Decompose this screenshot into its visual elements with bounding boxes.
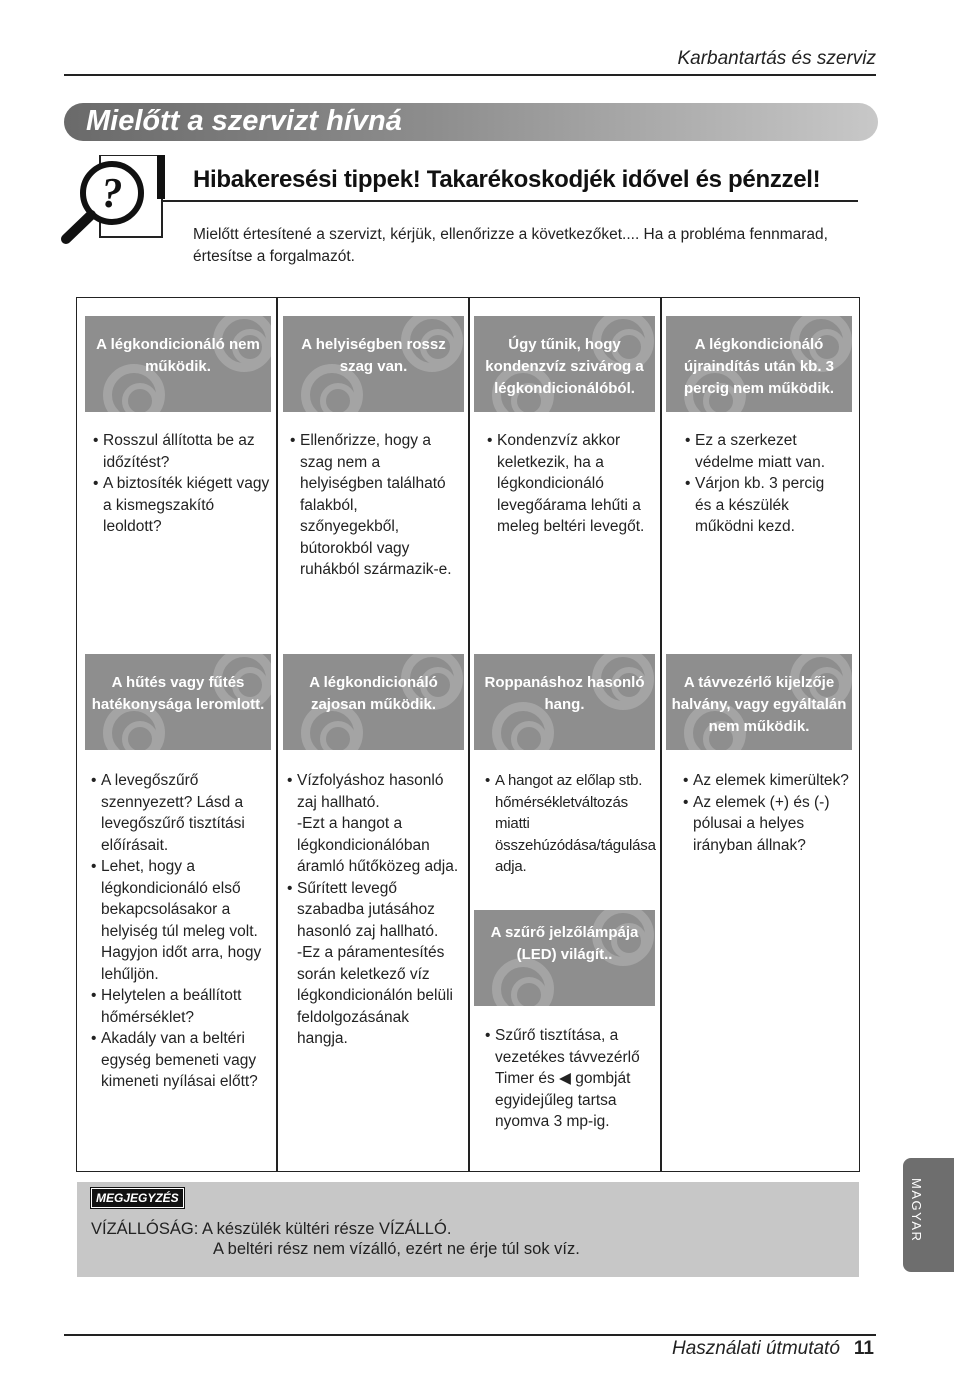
note-line: A beltéri rész nem vízálló, ezért ne érje túl sok víz. bbox=[213, 1240, 580, 1258]
problem-box bbox=[85, 316, 271, 412]
list-item: nyomva 3 mp-ig. bbox=[495, 1113, 610, 1130]
troubleshooting-grid bbox=[76, 297, 860, 1172]
problem-title: Roppanáshoz hasonló hang. bbox=[484, 674, 645, 713]
list-item: -Ez a páramentesítés során keletkező víz légkondicionálón belüli feldolgozásának hangja. bbox=[297, 944, 453, 1047]
column-divider bbox=[660, 298, 662, 1171]
check-list bbox=[487, 430, 655, 538]
problem-box bbox=[85, 654, 271, 750]
note-box bbox=[77, 1182, 859, 1277]
list-item: • Helytelen a beállított hőmérséklet? bbox=[91, 985, 271, 1028]
footer bbox=[672, 1338, 874, 1360]
problem-box bbox=[474, 316, 655, 412]
list-item: • Az elemek kimerültek? bbox=[683, 770, 857, 792]
list-item: • Ez a szerkezet védelme miatt van. bbox=[685, 430, 835, 473]
check-list bbox=[93, 430, 271, 538]
check-list bbox=[290, 430, 460, 581]
check-list bbox=[91, 770, 271, 1093]
check-list bbox=[485, 1025, 657, 1133]
check-list bbox=[287, 770, 463, 1050]
problem-box bbox=[283, 654, 464, 750]
problem-title: A légkondicionáló zajosan működik. bbox=[309, 674, 438, 713]
list-item: • A biztosíték kiégett vagy a kismegszakító leoldott? bbox=[93, 473, 271, 538]
problem-title: A szűrő jelzőlámpája (LED) világít.. bbox=[490, 924, 639, 963]
column-divider bbox=[276, 298, 278, 1171]
page-banner bbox=[64, 103, 878, 141]
manual-title: Használati útmutató bbox=[671, 1338, 840, 1359]
page-number: 11 bbox=[853, 1338, 874, 1359]
tips-heading: Hibakeresési tippek! Takarékoskodjék idővel és pénzzel! bbox=[193, 166, 821, 193]
problem-title: A légkondicionáló újraindítás után kb. 3 percig nem működik. bbox=[683, 336, 835, 397]
check-list bbox=[685, 430, 835, 538]
problem-box bbox=[474, 910, 655, 1006]
problem-box bbox=[666, 654, 852, 750]
intro-text: Mielőtt értesítené a szervizt, kérjük, ellenőrizze a következőket.... Ha a probléma fennmarad, értesítse a forgalmazót. bbox=[193, 226, 828, 265]
column-divider bbox=[468, 298, 470, 1171]
list-item: • Az elemek (+) és (-) pólusai a helyes irányban állnak? bbox=[683, 792, 857, 857]
list-item: • Szűrő tisztítása, a vezetékes távvezérlő bbox=[485, 1025, 657, 1068]
check-list bbox=[485, 770, 655, 878]
problem-title: Úgy tűnik, hogy kondenzvíz szivárog a légkondicionálóból. bbox=[485, 336, 644, 397]
list-item: Timer és ◀ gombját bbox=[495, 1070, 631, 1087]
list-item: • Ellenőrizze, hogy a szag nem a helyiségben található falakból, szőnyegekből, bútorokból vagy ruhákból származik-e. bbox=[290, 430, 460, 581]
list-item: • A levegőszűrő szennyezett? Lásd a levegőszűrő tisztítási előírásait. bbox=[91, 770, 271, 856]
note-badge: MEGJEGYZÉS bbox=[91, 1188, 184, 1208]
magnifier-question-icon bbox=[60, 155, 165, 245]
problem-box bbox=[666, 316, 852, 412]
list-item: • Vízfolyáshoz hasonló zaj hallható. bbox=[287, 770, 463, 813]
language-tab bbox=[903, 1158, 954, 1272]
problem-box bbox=[474, 654, 655, 750]
section-title: Karbantartás és szerviz bbox=[677, 48, 876, 69]
check-list bbox=[683, 770, 857, 856]
list-item: • Várjon kb. 3 percig és a készülék működni kezd. bbox=[685, 473, 835, 538]
list-item: • A hangot az előlap stb. hőmérsékletváltozás miatti összehúzódása/tágulása adja. bbox=[485, 770, 655, 878]
list-item: -Ezt a hangot a légkondicionálóban áramló hűtőközeg adja. bbox=[297, 815, 459, 875]
list-item: • Kondenzvíz akkor keletkezik, ha a légkondicionáló levegőárama lehűti a meleg beltéri levegőt. bbox=[487, 430, 655, 538]
list-item: • Lehet, hogy a légkondicionáló első bekapcsolásakor a helyiség túl meleg volt. Hagyjon időt arra, hogy lehűljön. bbox=[91, 856, 271, 985]
list-item: egyidejűleg tartsa bbox=[495, 1091, 617, 1109]
problem-title: A távvezérlő kijelzője halvány, vagy egyáltalán nem működik. bbox=[671, 674, 847, 735]
problem-box bbox=[283, 316, 464, 412]
header-rule bbox=[64, 74, 876, 76]
footer-rule bbox=[64, 1334, 876, 1336]
problem-title: A helyiségben rossz szag van. bbox=[301, 336, 446, 375]
list-item: • Sűrített levegő szabadba jutásához hasonló zaj hallható. bbox=[287, 878, 463, 943]
svg-text:?: ? bbox=[101, 171, 123, 217]
note-line: VÍZÁLLÓSÁG: A készülék kültéri része VÍZÁLLÓ. bbox=[91, 1220, 452, 1238]
list-item: • Akadály van a beltéri egység bemeneti vagy kimeneti nyílásai előtt? bbox=[91, 1028, 271, 1093]
problem-title: A légkondicionáló nem működik. bbox=[96, 336, 260, 375]
list-item: • Rosszul állította be az időzítést? bbox=[93, 430, 271, 473]
banner-title: Mielőtt a szervizt hívná bbox=[86, 105, 402, 137]
language-tab-label: MAGYAR bbox=[909, 1178, 924, 1243]
problem-title: A hűtés vagy fűtés hatékonysága leromlott. bbox=[91, 674, 265, 713]
tips-rule bbox=[162, 200, 858, 202]
